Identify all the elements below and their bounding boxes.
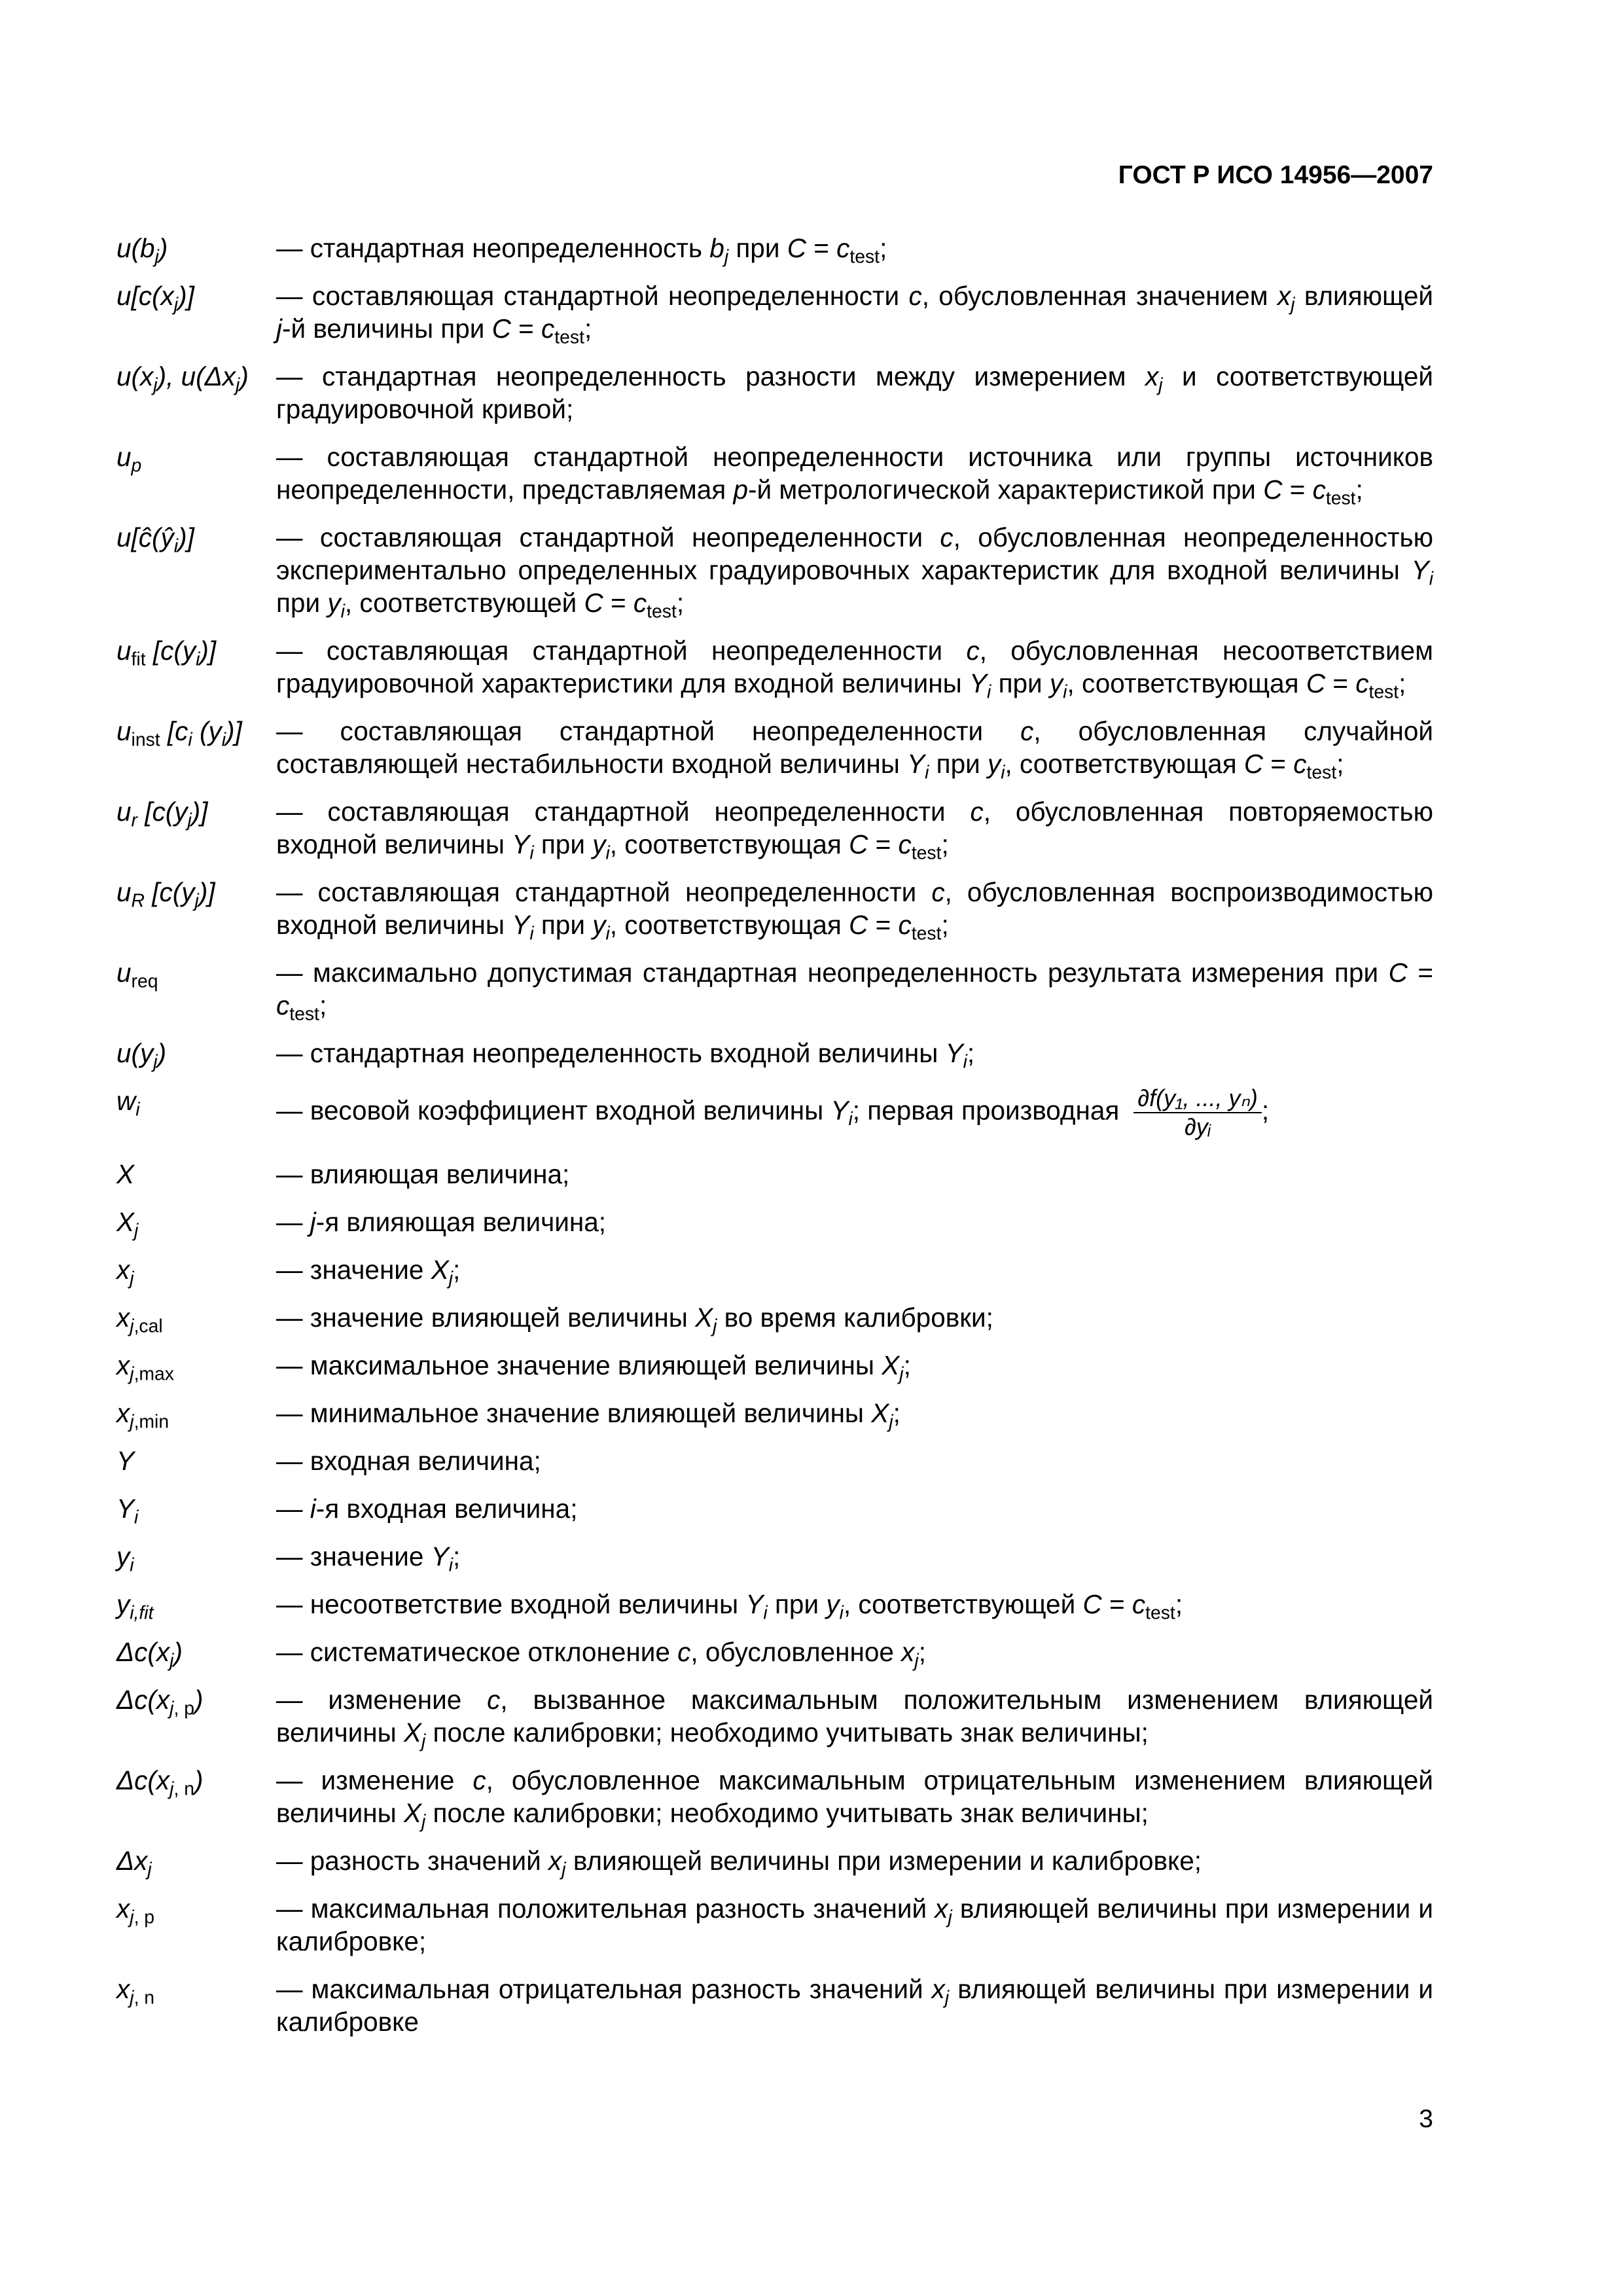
definition-symbol: $u(x_j)$, $u(\Delta x_j)$	[116, 361, 249, 396]
definition-text: — максимальная отрицательная разность значений $x_j$ влияющей величины при измерении и калибровке	[276, 1974, 1433, 2037]
definition-symbol: $u(y_j)$	[116, 1038, 167, 1073]
definition-row	[116, 795, 1433, 864]
definition-row	[116, 1683, 1433, 1752]
definition-symbol: $u_R$ $[c(y_j)]$	[116, 877, 215, 912]
definition-row	[116, 1892, 1433, 1958]
definition-row	[116, 1085, 1433, 1141]
definition-row	[116, 279, 1433, 348]
definition-row	[116, 1764, 1433, 1833]
definition-row	[116, 1397, 1433, 1433]
definition-row	[116, 1636, 1433, 1672]
definition-row	[116, 1588, 1433, 1624]
definition-row	[116, 1301, 1433, 1337]
definition-text: — весовой коэффициент входной величины $Y_i$; первая производная $\frac{\text{∂f(y₁, ..., yₙ)}}{\text{∂yᵢ}}$ ;	[276, 1085, 1270, 1140]
definitions-list	[116, 232, 1433, 2053]
definition-symbol: $u[c(x_j)]$	[116, 281, 194, 315]
definition-text: — минимальное значение влияющей величины $X_j$;	[276, 1398, 901, 1433]
definition-symbol: $X_j$	[116, 1207, 139, 1242]
definition-symbol: $u_p$	[116, 442, 142, 476]
definition-text: — составляющая стандартной неопределенности c, обусловленная случайной составляющей нестабильности входной величины $Y_i$ при $y_i$, соответствующая $C = c_{test}$;	[276, 716, 1433, 783]
definition-symbol: $u_{inst}$ [$c_i$ $(y_i)$]	[116, 716, 242, 751]
formula-denominator: ∂yᵢ	[1184, 1113, 1211, 1140]
definition-symbol: $x_{j, n}$	[116, 1974, 155, 2009]
definition-text: — изменение c, вызванное максимальным положительным изменением влияющей величины $X_j$ после калибровки; необходимо учитывать знак величины;	[276, 1685, 1433, 1752]
definition-symbol: $\Delta x_j$	[116, 1846, 152, 1880]
definition-text: — составляющая стандартной неопределенности источника или группы источников неопределенности, представляемая p-й метрологической характеристикой при $C = c_{test}$;	[276, 442, 1433, 509]
definition-text: — стандартная неопределенность входной величины $Y_i$;	[276, 1038, 975, 1073]
definition-symbol: $x_{j,min}$	[116, 1398, 169, 1433]
definition-text: — j-я влияющая величина;	[276, 1207, 606, 1237]
definition-text: — максимальное значение влияющей величины $X_j$;	[276, 1350, 911, 1385]
definition-symbol: $\Delta c(x_{j, n})$	[116, 1765, 204, 1800]
definition-row	[116, 1540, 1433, 1576]
definition-symbol: $x_{j,cal}$	[116, 1302, 163, 1337]
definition-text: — i-я входная величина;	[276, 1494, 578, 1524]
definition-text: — составляющая стандартной неопределенности c, обусловленная значением $x_j$ влияющей j-й величины при $C = c_{test}$;	[276, 281, 1433, 348]
definition-row	[116, 521, 1433, 622]
definition-text: — систематическое отклонение c, обусловленное $x_j$;	[276, 1637, 926, 1672]
formula-numerator: ∂f(y₁, ..., yₙ)	[1133, 1085, 1261, 1113]
definition-symbol: $u_r$ $[c(y_j)]$	[116, 797, 208, 831]
definition-symbol: $u_{fit}$ $[c(y_i)]$	[116, 636, 217, 670]
definition-symbol: $y_i$	[116, 1541, 134, 1576]
definition-row	[116, 1349, 1433, 1385]
definition-text: — составляющая стандартной неопределенности c, обусловленная повторяемостью входной величины $Y_i$ при $y_i$, соответствующая $C = c_{test}$;	[276, 797, 1433, 864]
definition-row	[116, 1492, 1433, 1528]
definition-row	[116, 1444, 1433, 1477]
definition-text: — разность значений $x_j$ влияющей величины при измерении и калибровке;	[276, 1846, 1202, 1880]
definition-row	[116, 1253, 1433, 1289]
definition-row	[116, 1844, 1433, 1880]
definition-symbol: X	[116, 1159, 135, 1189]
definition-symbol: $u_{req}$	[116, 958, 158, 992]
definition-text: — составляющая стандартной неопределенности c, обусловленная несоответствием градуировочной характеристики для входной величины $Y_i$ при $y_i$, соответствующая $C = c_{test}$;	[276, 636, 1433, 703]
definition-row	[116, 634, 1433, 703]
definition-row	[116, 360, 1433, 425]
definition-symbol: Y	[116, 1446, 135, 1476]
definition-text: — значение влияющей величины $X_j$ во время калибровки;	[276, 1302, 993, 1337]
definition-symbol: $u(b_j)$	[116, 233, 168, 268]
definition-symbol: $x_j$	[116, 1255, 134, 1289]
definition-symbol: $x_{j, p}$	[116, 1893, 155, 1928]
definition-text: — максимально допустимая стандартная неопределенность результата измерения при $C = c_{test}$;	[276, 958, 1434, 1025]
definition-text: — значение $X_j$;	[276, 1255, 461, 1289]
definition-row	[116, 715, 1433, 783]
definition-text: — стандартная неопределенность $b_j$ при $C = c_{test}$;	[276, 233, 887, 268]
definition-text: — входная величина;	[276, 1446, 541, 1476]
definition-symbol: $w_i$	[116, 1086, 140, 1121]
definition-symbol: $x_{j,max}$	[116, 1350, 174, 1385]
definition-symbol: $y_{i,fit}$	[116, 1589, 154, 1624]
definition-symbol: $u[ĉ(ŷ_i)]$	[116, 522, 194, 557]
document-header: ГОСТ Р ИСО 14956—2007	[1118, 161, 1433, 189]
page-number: 3	[1419, 2105, 1433, 2133]
definition-text: — влияющая величина;	[276, 1159, 570, 1189]
definition-row	[116, 1973, 1433, 2038]
definition-symbol: $\Delta c(x_{j, p})$	[116, 1685, 204, 1719]
definition-text: — максимальная положительная разность значений $x_j$ влияющей величины при измерении и калибровке;	[276, 1893, 1433, 1956]
definition-text: — значение $Y_i$;	[276, 1541, 461, 1576]
definition-text: — несоответствие входной величины $Y_i$ при $y_i$, соответствующей $C = c_{test}$;	[276, 1589, 1183, 1624]
definition-row	[116, 1206, 1433, 1242]
definition-text: — изменение c, обусловленное максимальным отрицательным изменением влияющей величины $X_j$ после калибровки; необходимо учитывать знак величины;	[276, 1765, 1433, 1833]
definition-text: — стандартная неопределенность разности между измерением $x_j$ и соответствующей градуировочной кривой;	[276, 361, 1433, 424]
definition-text: — составляющая стандартной неопределенности c, обусловленная неопределенностью экспериментально определенных градуировочных характеристик для входной величины $Y_i$ при $y_i$, соответствующей $C = c_{test}$;	[276, 522, 1433, 622]
definition-row	[116, 1158, 1433, 1191]
definition-symbol: $Y_i$	[116, 1494, 139, 1528]
definition-text: — составляющая стандартной неопределенности c, обусловленная воспроизводимостью входной величины $Y_i$ при $y_i$, соответствующая $C = c_{test}$;	[276, 877, 1433, 944]
definition-row	[116, 232, 1433, 268]
definition-row	[116, 1037, 1433, 1073]
definition-symbol: $\Delta c(x_j)$	[116, 1637, 183, 1672]
derivative-formula	[1133, 1085, 1261, 1141]
definition-row	[116, 956, 1434, 1025]
definition-row	[116, 876, 1433, 944]
definition-row	[116, 440, 1433, 509]
